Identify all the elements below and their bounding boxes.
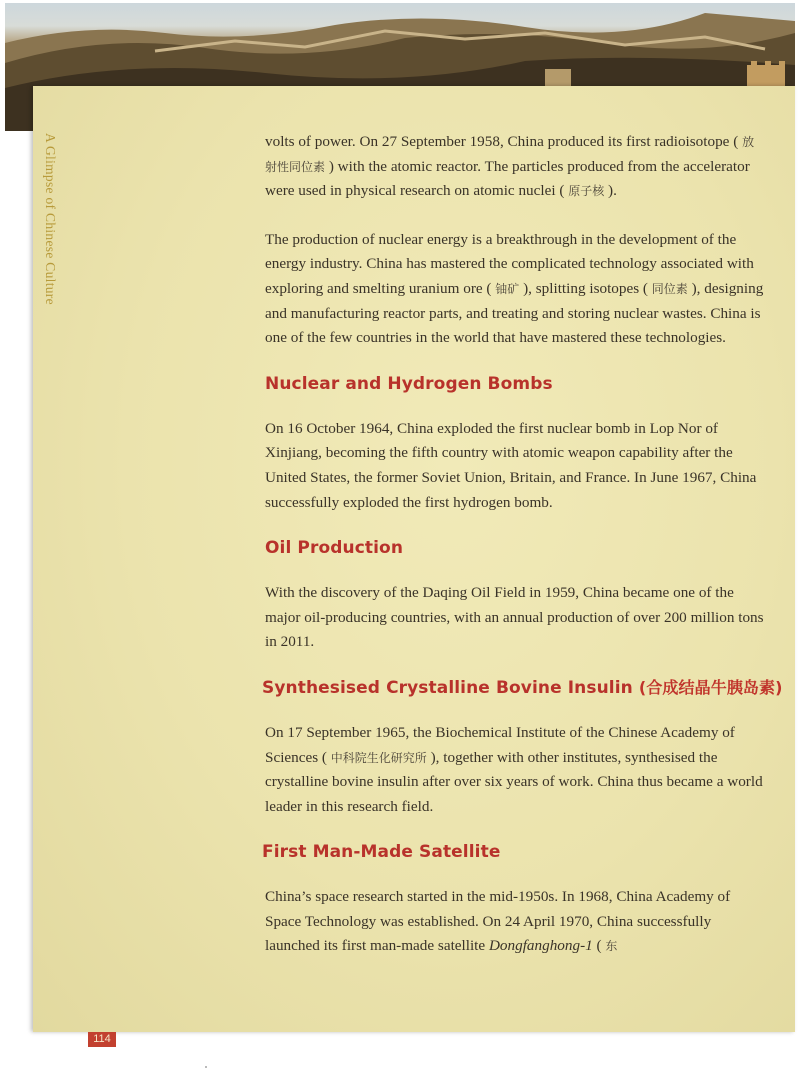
page-number-badge: 114 xyxy=(88,1032,116,1047)
text-run: ), splitting isotopes ( xyxy=(519,279,652,297)
heading-insulin-cn: (合成结晶牛胰岛素) xyxy=(638,677,783,697)
text-run: ), together with other institutes, synthesised the crystalline bovine insulin after over six years of work. China thus became a world leader in this research field. xyxy=(265,748,763,815)
chinese-term: 原子核 xyxy=(568,184,605,199)
text-run: The production of nuclear energy is a breakthrough in the development of the energy industry. China has mastered the complicated technology associated with exploring and smelting uranium ore ( xyxy=(265,230,754,297)
text-run: ). xyxy=(604,182,617,200)
text-run: ), designing and manufacturing reactor parts, and treating and storing nuclear wastes. China is one of the few countries in the world that have mastered these technologies. xyxy=(265,279,764,347)
text-run: On 17 September 1965, the Biochemical Institute of the Chinese Academy of Sciences ( xyxy=(265,723,735,766)
body-content xyxy=(262,130,783,959)
satellite-cn: 东 xyxy=(605,939,618,954)
paragraph-insulin xyxy=(265,721,765,819)
running-book-title: A Glimpse of Chinese Culture xyxy=(43,133,58,305)
paragraph-oil: With the discovery of the Daqing Oil Field in 1959, China became one of the major oil-producing countries, with an annual production of over 200 million tons in 2011. xyxy=(265,584,764,651)
paragraph-radioisotope xyxy=(265,130,765,204)
heading-satellite: First Man-Made Satellite xyxy=(262,842,501,863)
satellite-name: Dongfanghong-1 xyxy=(488,937,593,955)
paragraph-satellite xyxy=(265,885,765,959)
paragraph-bombs: On 16 October 1964, China exploded the first nuclear bomb in Lop Nor of Xinjiang, becoming the fifth country with atomic weapon capability after the United States, the former Soviet Union, Britain, and France. In June 1967, China successfully exploded the first hydrogen bomb. xyxy=(265,419,757,511)
chinese-term: 中科院生化研究所 xyxy=(330,750,427,765)
satellite-paren: ( xyxy=(592,937,606,955)
chinese-term: 铀矿 xyxy=(495,281,520,296)
heading-nuclear-hydrogen-bombs: Nuclear and Hydrogen Bombs xyxy=(265,373,553,394)
text-run: ) with the atomic reactor. The particles produced from the accelerator were used in physical research on atomic nuclei ( xyxy=(265,157,750,200)
scan-speck xyxy=(205,1066,207,1068)
chinese-term: 放射性同位素 xyxy=(265,135,755,174)
heading-oil-production: Oil Production xyxy=(265,538,404,559)
chinese-term: 同位素 xyxy=(651,281,688,296)
heading-insulin xyxy=(262,676,783,700)
heading-insulin-en: Synthesised Crystalline Bovine Insulin xyxy=(262,677,633,698)
text-run: volts of power. On 27 September 1958, China produced its first radioisotope ( xyxy=(265,133,743,150)
paragraph-nuclear-energy xyxy=(265,228,765,351)
satellite-text: China’s space research started in the mid-1950s. In 1968, China Academy of Space Technology was established. On 24 April 1970, China successfully launched its first man-made satellite xyxy=(265,888,731,955)
